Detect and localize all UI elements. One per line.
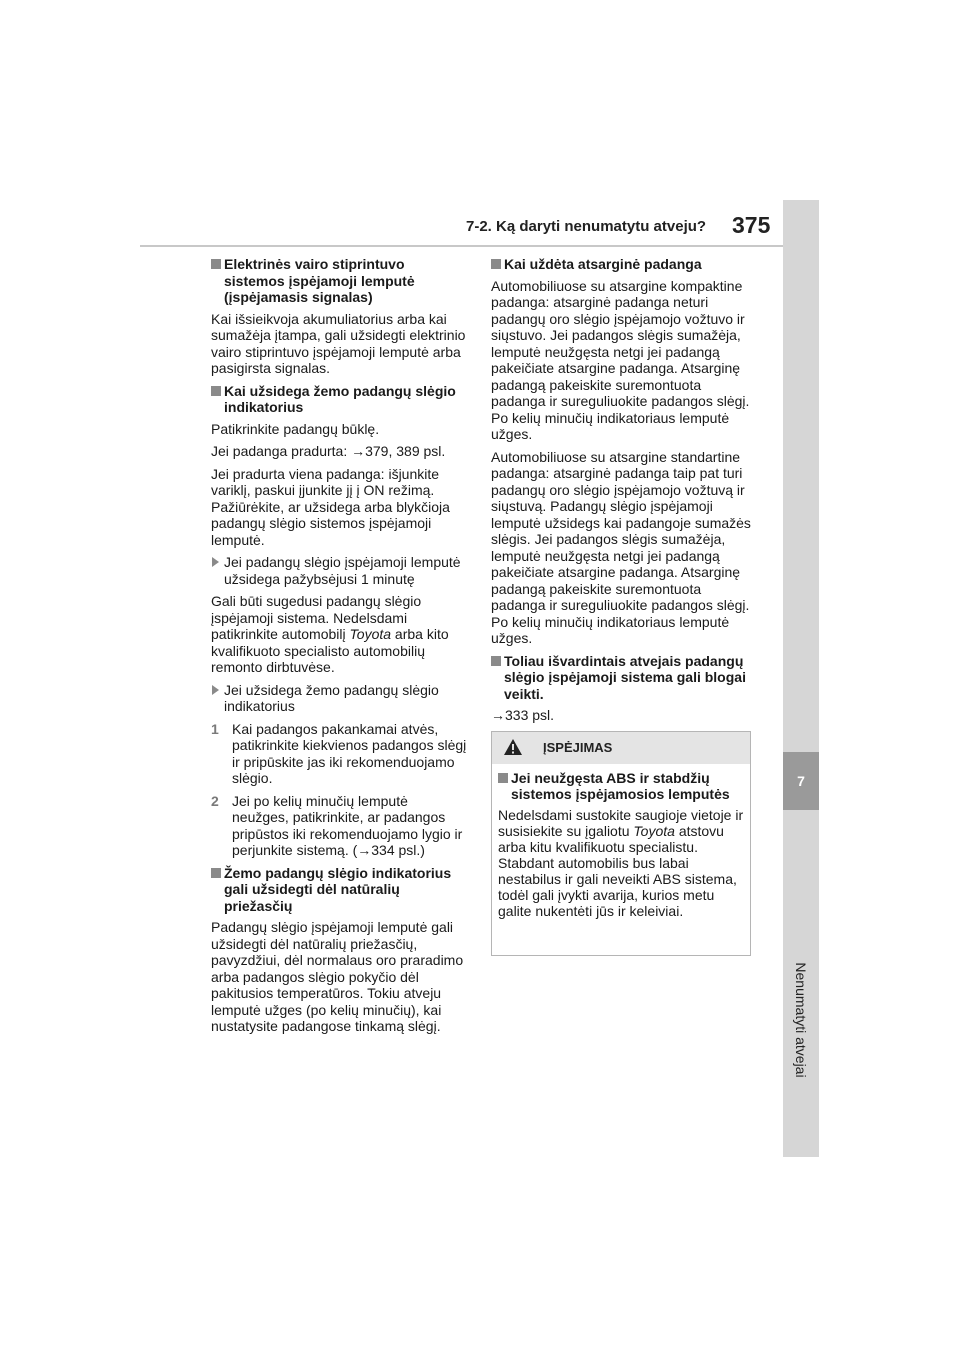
- paragraph: Padangų slėgio įspėjamoji lemputė gali užsidegti dėl natūralių priežasčių, pavyzdžiui, dėl normalaus oro praradimo arba padangos slėgio pokyčio dėl pakitusios temperatūros. Tokiu atveju lemputė užges (po kelių minučių), kai nustatysite padangose tinkamą slėgį.: [211, 919, 464, 1034]
- heading-abs-lamps: Jei neužgęsta ABS ir stabdžių sistemos įspėjamosios lemputės: [498, 770, 744, 802]
- square-bullet-icon: [498, 773, 508, 783]
- paragraph: Patikrinkite padangų būklę.: [211, 420, 380, 437]
- heading-spare-tire: Kai uždėta atsarginė padanga: [491, 256, 751, 273]
- chapter-number: 7: [783, 752, 819, 810]
- square-bullet-icon: [491, 656, 501, 666]
- warning-header: [492, 732, 750, 764]
- heading-power-steering: Elektrinės vairo stiprintuvo sistemos įspėjamoji lemputė (įspėjamasis signalas): [211, 256, 467, 306]
- chapter-side-tab: [783, 200, 819, 1157]
- paragraph: Stabdant automobilis bus labai nestabilus ir gali neveikti ABS sistema, todėl gali įvykti avarija, kurios metu galite nukentėti jūs ir keleiviai.: [498, 855, 737, 919]
- list-item: Jei užsidega žemo padangų slėgio indikatorius: [211, 682, 467, 715]
- square-bullet-icon: [491, 259, 501, 269]
- right-column: [491, 256, 751, 730]
- triangle-bullet-icon: [212, 685, 219, 695]
- step-item: 1 Kai padangos pakankamai atvės, patikrinkite kiekvienos padangos slėgį ir pripūskite jas iki rekomenduojamo slėgio.: [211, 720, 467, 786]
- paragraph: Automobiliuose su atsargine standartine padanga: atsarginė padanga taip pat turi padangų oro slėgio įspėjamojo vožtuvą ir siųstuvą. Padangų slėgio įspėjamoji lemputė užsidegs kai padangoje sumažės slėgis. Jei padangos slėgis sumažėja, lemputė neužgęsta netgi jei padangą pakeičiate atsargine padanga. Atsarginę padangą pakeiskite suremontuota padanga ir sureguliuokite padangos slėgį. Po kelių minučių indikatoriaus lemputė užges.: [491, 448, 751, 646]
- heading-natural-causes: Žemo padangų slėgio indikatorius gali užsidegti dėl natūralių priežasčių: [211, 865, 467, 915]
- triangle-bullet-icon: [212, 557, 219, 567]
- square-bullet-icon: [211, 259, 221, 269]
- warning-box: [491, 731, 751, 956]
- header-divider: [140, 245, 783, 247]
- step-item: 2 Jei po kelių minučių lemputė neužges, patikrinkite, ar padangos pripūstos iki rekomenduojamo lygio ir perjunkite sistemą. (→334 psl.): [211, 792, 463, 858]
- page-number: 375: [732, 212, 771, 238]
- warning-body: [492, 764, 750, 919]
- paragraph: Gali būti sugedusi padangų slėgio įspėjamoji sistema. Nedelsdami patikrinkite automobilį Toyota arba kito kvalifikuoto specialisto automobilių remonto dirbtuvėse.: [211, 593, 449, 675]
- paragraph: Automobiliuose su atsargine kompaktine padanga: atsarginė padanga neturi padangų oro slėgio įspėjamojo vožtuvo ir siųstuvo. Jei padangos slėgis sumažėja, lemputė neužgęsta netgi jei padangą pakeičiate atsargine padanga. Atsarginę padangą pakeiskite suremontuota padanga ir sureguliuokite padangos slėgį. Po kelių minučių indikatoriaus lemputė užges.: [491, 277, 750, 442]
- page-reference: Jei padanga pradurta: →379, 389 psl.: [211, 443, 446, 459]
- section-title: 7-2. Ką daryti nenumatytu atveju?: [466, 218, 707, 235]
- square-bullet-icon: [211, 386, 221, 396]
- heading-system-malfunction: Toliau išvardintais atvejais padangų slėgio įspėjamoji sistema gali blogai veikti.: [491, 653, 751, 703]
- square-bullet-icon: [211, 868, 221, 878]
- page-reference: →333 psl.: [491, 707, 555, 723]
- step-number: 1: [211, 720, 219, 737]
- warning-title: ĮSPĖJIMAS: [543, 740, 613, 755]
- brand-name: Toyota: [349, 626, 392, 642]
- list-item: Jei padangų slėgio įspėjamoji lemputė užsidega pažybsėjusi 1 minutę: [211, 554, 467, 587]
- brand-name: Toyota: [633, 823, 675, 839]
- paragraph: Nedelsdami sustokite saugioje vietoje ir susisiekite su įgaliotu Toyota atstovu arba kitu kvalifikuotu specialistu.: [498, 807, 744, 855]
- chapter-label: Nenumatyti atvejai: [793, 962, 809, 1078]
- heading-low-tire-pressure: Kai užsidega žemo padangų slėgio indikatorius: [211, 383, 467, 416]
- step-number: 2: [211, 792, 219, 809]
- left-column: [211, 256, 467, 1041]
- paragraph: Kai išsieikvoja akumuliatorius arba kai sumažėja įtampa, gali užsidegti elektrinio vairo stiprintuvo įspėjamoji lemputė arba pasigirsta signalas.: [211, 310, 466, 376]
- paragraph: Jei pradurta viena padanga: išjunkite variklį, paskui įjunkite jį į ON režimą. Pažiūrėkite, ar užsidega arba blykčioja padangų slėgio sistemos įspėjamoji lemputė.: [211, 465, 450, 548]
- warning-triangle-icon: [503, 738, 523, 756]
